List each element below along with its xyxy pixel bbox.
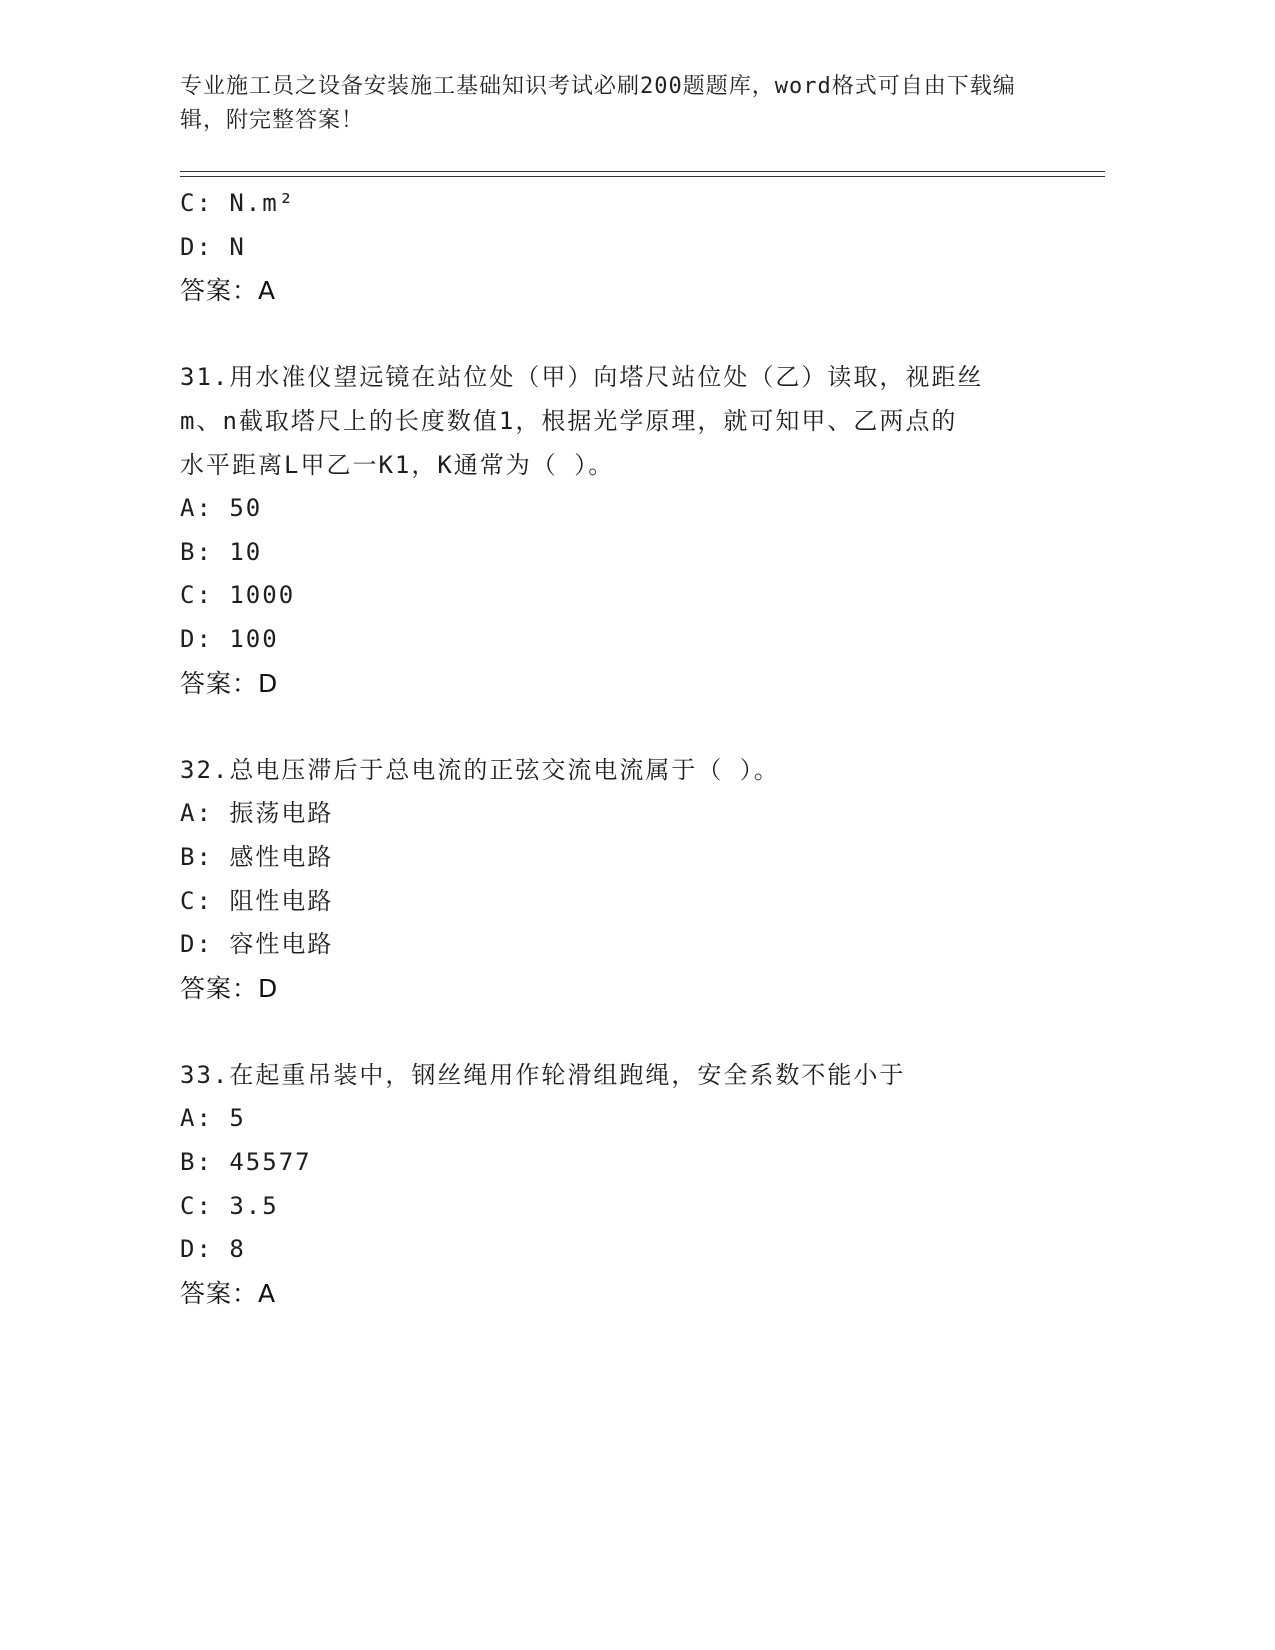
spacer <box>180 705 1110 749</box>
document-header <box>180 70 1060 138</box>
option-a: A: 5 <box>180 1104 246 1133</box>
question-stem-line: 33.在起重吊装中，钢丝绳用作轮滑组跑绳，安全系数不能小于 <box>180 1060 906 1089</box>
option-a: A: 50 <box>180 494 263 523</box>
question-30-continued <box>180 182 1110 313</box>
option-c: C: 1000 <box>180 581 296 610</box>
option-a: A: 振荡电路 <box>180 799 334 828</box>
answer-line: 答案：D <box>180 973 279 1003</box>
option-b: B: 10 <box>180 537 263 566</box>
option-b: B: 45577 <box>180 1148 312 1177</box>
header-title: 专业施工员之设备安装施工基础知识考试必刷200题题库，word格式可自由下载编辑，附完整答案！ <box>180 74 1016 133</box>
question-33 <box>180 1054 1110 1316</box>
header-divider-bottom <box>180 176 1105 177</box>
option-d: D: N <box>180 232 246 261</box>
option-d: D: 容性电路 <box>180 930 334 959</box>
option-d: D: 8 <box>180 1235 246 1264</box>
question-stem-line: 32.总电压滞后于总电流的正弦交流电流属于（ ）。 <box>180 755 780 784</box>
question-stem-line: m、n截取塔尺上的长度数值1，根据光学原理，就可知甲、乙两点的 <box>180 406 958 435</box>
question-stem-line: 水平距离L甲乙一K1，K通常为（ ）。 <box>180 450 615 479</box>
question-stem-line: 31.用水准仪望远镜在站位处（甲）向塔尺站位处（乙）读取，视距丝 <box>180 363 984 392</box>
question-32 <box>180 749 1110 1011</box>
header-divider-top <box>180 171 1105 172</box>
question-list <box>180 182 1110 1315</box>
answer-line: 答案：A <box>180 276 277 306</box>
answer-line: 答案：D <box>180 668 279 698</box>
spacer <box>180 1010 1110 1054</box>
option-c: C: N.m² <box>180 189 296 217</box>
question-31 <box>180 356 1110 705</box>
option-d: D: 100 <box>180 624 279 653</box>
answer-line: 答案：A <box>180 1278 277 1308</box>
option-c: C: 阻性电路 <box>180 886 334 915</box>
option-c: C: 3.5 <box>180 1191 279 1220</box>
spacer <box>180 313 1110 357</box>
option-b: B: 感性电路 <box>180 842 334 871</box>
